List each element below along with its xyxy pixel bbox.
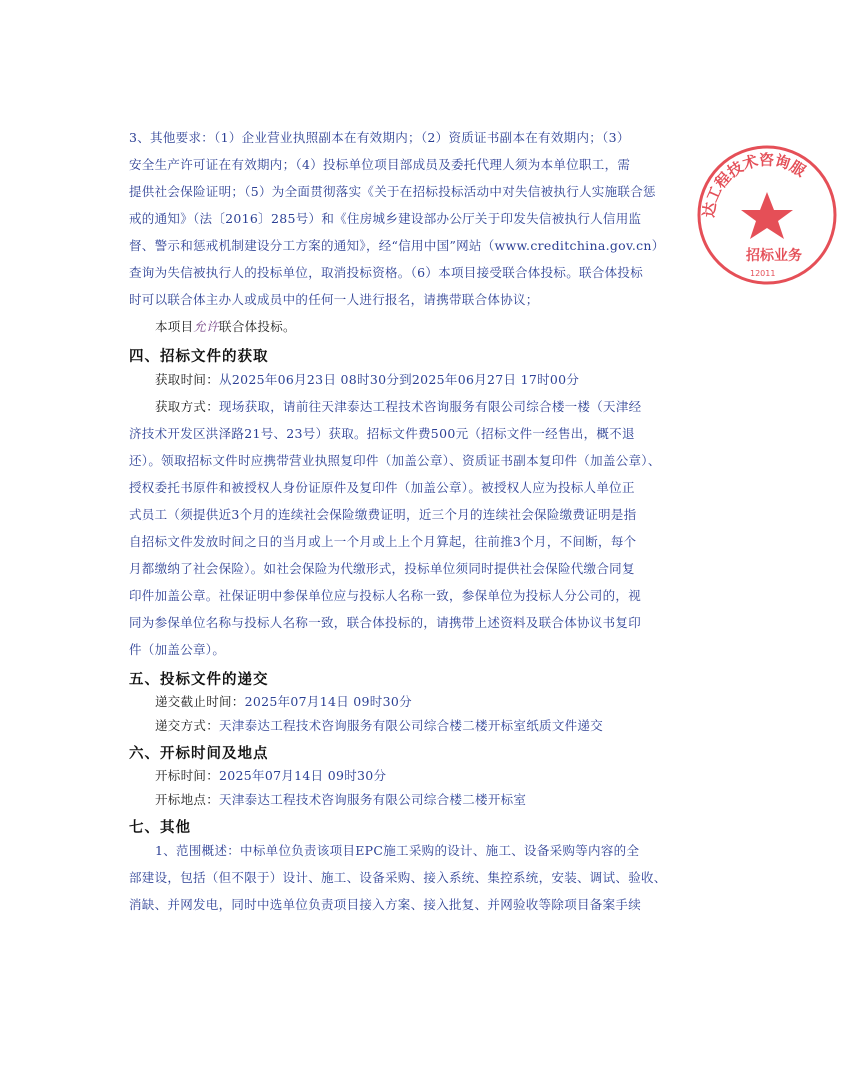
- section4-method-label: 获取方式：: [155, 399, 220, 414]
- section4-time-value: 从2025年06月23日 08时30分到2025年06月27日 17时00分: [219, 372, 580, 387]
- para3-line-1: 3、其他要求：（1）企业营业执照副本在有效期内；（2）资质证书副本在有效期内；（3）: [129, 130, 630, 145]
- section7-line-1: 1、范围概述：中标单位负责该项目EPC施工采购的设计、施工、设备采购等内容的全: [155, 843, 640, 858]
- consortium-line: [155, 319, 665, 335]
- section4-line-5: 自招标文件发放时间之日的当月或上一个月或上上个月算起，往前推3个月，不间断，每个: [129, 534, 637, 549]
- section4-line-6: 月都缴纳了社会保险）。如社会保险为代缴形式，投标单位须同时提供社会保险代缴合同复: [129, 561, 635, 576]
- seal-bottom-text: 招标业务: [746, 248, 802, 264]
- section4-method: [155, 399, 642, 415]
- section4-line-7: 印件加盖公章。社保证明中参保单位应与投标人名称一致，参保单位为投标人分公司的，视: [129, 588, 642, 603]
- section6-time: [155, 768, 665, 784]
- seal-number: 12011: [750, 269, 776, 278]
- section7-line-2: 部建设，包括（但不限于）设计、施工、设备采购、接入系统、集控系统，安装、调试、验收、: [129, 870, 667, 885]
- section7-heading: 七、其他: [129, 819, 191, 836]
- para3-line-3: 提供社会保险证明；（5）为全面贯彻落实《关于在招标投标活动中对失信被执行人实施联合惩: [129, 184, 656, 199]
- section5-deadline: [155, 694, 665, 710]
- section7-line-3: 消缺、并网发电，同时中选单位负责项目接入方案、接入批复、并网验收等除项目备案手续: [129, 897, 642, 912]
- consortium-suffix: 联合体投标。: [219, 319, 296, 334]
- section5-deadline-value: 2025年07月14日 09时30分: [244, 694, 412, 709]
- section5-deadline-label: 递交截止时间：: [155, 694, 245, 709]
- section4-line-2: 还）。领取招标文件时应携带营业执照复印件（加盖公章）、资质证书副本复印件（加盖公章）、: [129, 453, 661, 468]
- seal-star-icon: [741, 192, 793, 239]
- section6-time-label: 开标时间：: [155, 768, 220, 783]
- section4-heading: 四、招标文件的获取: [129, 348, 269, 365]
- para3-line-5: 督、警示和惩戒机制建设分工方案的通知》，经“信用中国”网站（www.creditchina.gov.cn）: [129, 238, 665, 253]
- section4-line-8: 同为参保单位名称与投标人名称一致，联合体投标的，请携带上述资料及联合体协议书复印: [129, 615, 642, 630]
- section5-method: [155, 718, 665, 734]
- para3-line-4: 戒的通知》（法〔2016〕285号）和《住房城乡建设部办公厅关于印发失信被执行人信用监: [129, 211, 642, 226]
- para3-line-7: 时可以联合体主办人或成员中的任何一人进行报名，请携带联合体协议；: [129, 292, 539, 307]
- para3-line-6: 查询为失信被执行人的投标单位，取消投标资格。（6）本项目接受联合体投标。联合体投标: [129, 265, 644, 280]
- section6-place: [155, 792, 665, 808]
- para3-line-2: 安全生产许可证在有效期内；（4）投标单位项目部成员及委托代理人须为本单位职工，需: [129, 157, 631, 172]
- section4-line-3: 授权委托书原件和被授权人身份证原件及复印件（加盖公章）。被授权人应为投标人单位正: [129, 480, 635, 495]
- section5-method-value: 天津泰达工程技术咨询服务有限公司综合楼二楼开标室纸质文件递交: [219, 718, 604, 733]
- handwritten-allow: 允许: [193, 319, 220, 334]
- section6-heading: 六、开标时间及地点: [129, 745, 269, 762]
- svg-text:达工程技术咨询服: [700, 151, 810, 219]
- section6-time-value: 2025年07月14日 09时30分: [219, 768, 387, 783]
- section4-line-1: 济技术开发区洪泽路21号、23号）获取。招标文件费500元（招标文件一经售出，概不退: [129, 426, 635, 441]
- section5-heading: 五、投标文件的递交: [129, 671, 269, 688]
- company-seal: [692, 140, 842, 290]
- consortium-prefix: 本项目: [155, 319, 194, 334]
- seal-arc-text: 达工程技术咨询服: [699, 150, 809, 219]
- section4-method-first: 现场获取，请前往天津泰达工程技术咨询服务有限公司综合楼一楼（天津经: [219, 399, 642, 414]
- section5-method-label: 递交方式：: [155, 718, 220, 733]
- section4-time: [155, 372, 665, 388]
- section6-place-label: 开标地点：: [155, 792, 220, 807]
- section6-place-value: 天津泰达工程技术咨询服务有限公司综合楼二楼开标室: [219, 792, 527, 807]
- section4-line-9: 件（加盖公章）。: [129, 642, 226, 657]
- section4-line-4: 式员工（须提供近3个月的连续社会保险缴费证明，近三个月的连续社会保险缴费证明是指: [129, 507, 637, 522]
- section4-time-label: 获取时间：: [155, 372, 220, 387]
